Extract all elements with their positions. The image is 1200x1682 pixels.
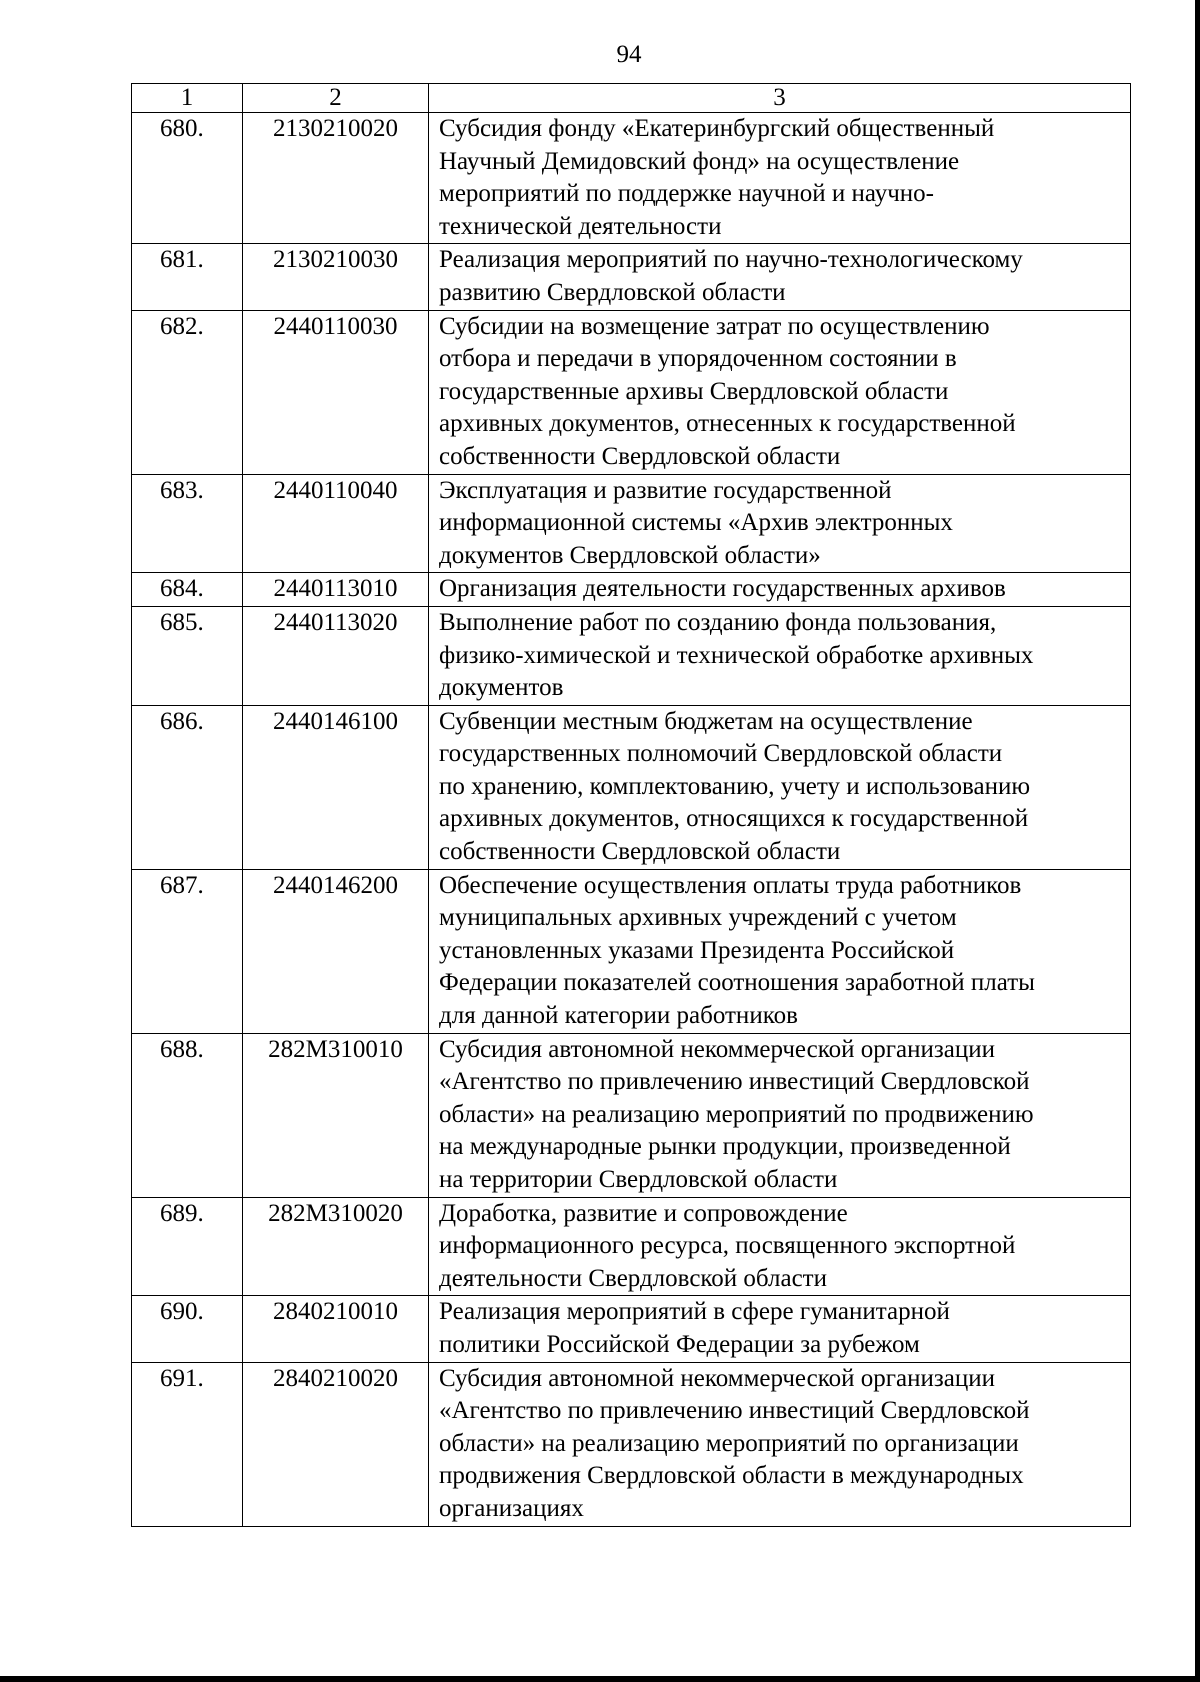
row-description bbox=[429, 573, 1131, 607]
description-line: Субсидия автономной некоммерческой организации bbox=[439, 1364, 995, 1392]
row-description bbox=[429, 705, 1131, 869]
row-code: 2840210010 bbox=[243, 1296, 429, 1362]
description-line: государственные архивы Свердловской области bbox=[439, 377, 949, 405]
description-line: отбора и передачи в упорядоченном состоянии в bbox=[439, 345, 957, 373]
description-line: на территории Свердловской области bbox=[439, 1166, 838, 1193]
description-line: продвижения Свердловской области в международных bbox=[439, 1462, 1024, 1490]
row-description bbox=[429, 1296, 1131, 1362]
row-code: 2840210020 bbox=[243, 1362, 429, 1526]
table-row bbox=[132, 244, 1131, 310]
row-number: 684. bbox=[132, 573, 243, 607]
description-line: по хранению, комплектованию, учету и использованию bbox=[439, 772, 1031, 800]
table-row bbox=[132, 310, 1131, 474]
header-col-1: 1 bbox=[132, 84, 243, 113]
description-line: «Агентство по привлечению инвестиций Свердловской bbox=[439, 1068, 1030, 1096]
row-number: 683. bbox=[132, 474, 243, 573]
table-row bbox=[132, 474, 1131, 573]
description-line: Выполнение работ по созданию фонда пользования, bbox=[439, 608, 997, 636]
description-line: физико-химической и технической обработке архивных bbox=[439, 641, 1034, 669]
table-row bbox=[132, 1033, 1131, 1197]
description-line: Субсидии на возмещение затрат по осуществлению bbox=[439, 312, 990, 340]
page-border-right bbox=[1195, 0, 1200, 1682]
description-line: Реализация мероприятий в сфере гуманитарной bbox=[439, 1298, 950, 1326]
description-line: Реализация мероприятий по научно-технологическому bbox=[439, 246, 1023, 274]
row-number: 690. bbox=[132, 1296, 243, 1362]
row-code: 2130210030 bbox=[243, 244, 429, 310]
description-line: деятельности Свердловской области bbox=[439, 1264, 827, 1292]
row-number: 682. bbox=[132, 310, 243, 474]
description-line: информационного ресурса, посвященного экспортной bbox=[439, 1232, 1016, 1260]
table-body bbox=[132, 113, 1131, 1527]
description-line: мероприятий по поддержке научной и научно- bbox=[439, 180, 934, 208]
description-line: политики Российской Федерации за рубежом bbox=[439, 1330, 920, 1358]
description-line: Субсидия фонду «Екатеринбургский общественный bbox=[439, 115, 995, 142]
description-line: Доработка, развитие и сопровождение bbox=[439, 1199, 848, 1227]
row-number: 686. bbox=[132, 705, 243, 869]
row-description bbox=[429, 474, 1131, 573]
row-description bbox=[429, 1197, 1131, 1296]
row-number: 681. bbox=[132, 244, 243, 310]
row-description bbox=[429, 113, 1131, 244]
description-line: Субсидия автономной некоммерческой организации bbox=[439, 1035, 995, 1063]
description-line: развитию Свердловской области bbox=[439, 278, 786, 306]
description-line: государственных полномочий Свердловской области bbox=[439, 740, 1003, 768]
description-line: области» на реализацию мероприятий по продвижению bbox=[439, 1100, 1034, 1128]
page-border-bottom bbox=[0, 1676, 1200, 1682]
description-line: «Агентство по привлечению инвестиций Свердловской bbox=[439, 1397, 1030, 1425]
row-description bbox=[429, 1033, 1131, 1197]
row-code: 2440113010 bbox=[243, 573, 429, 607]
table-row bbox=[132, 1362, 1131, 1526]
row-number: 691. bbox=[132, 1362, 243, 1526]
row-code: 2440113020 bbox=[243, 606, 429, 705]
row-code: 2440110030 bbox=[243, 310, 429, 474]
description-line: муниципальных архивных учреждений с учетом bbox=[439, 904, 957, 932]
description-line: технической деятельности bbox=[439, 212, 722, 240]
row-description bbox=[429, 1362, 1131, 1526]
table-row bbox=[132, 606, 1131, 705]
row-code: 2130210020 bbox=[243, 113, 429, 244]
description-line: собственности Свердловской области bbox=[439, 838, 841, 866]
description-line: организациях bbox=[439, 1494, 584, 1522]
description-line: на международные рынки продукции, произведенной bbox=[439, 1133, 1011, 1161]
row-number: 685. bbox=[132, 606, 243, 705]
row-description bbox=[429, 869, 1131, 1033]
table-header-row bbox=[132, 84, 1131, 113]
table-row bbox=[132, 1197, 1131, 1296]
description-line: архивных документов, отнесенных к государственной bbox=[439, 410, 1016, 438]
row-code: 2440146200 bbox=[243, 869, 429, 1033]
row-description bbox=[429, 244, 1131, 310]
description-line: информационной системы «Архив электронных bbox=[439, 509, 953, 537]
description-line: документов Свердловской области» bbox=[439, 541, 821, 569]
row-code: 2440110040 bbox=[243, 474, 429, 573]
description-line: Субвенции местным бюджетам на осуществление bbox=[439, 707, 973, 735]
description-line: Обеспечение осуществления оплаты труда работников bbox=[439, 871, 1022, 899]
row-description bbox=[429, 310, 1131, 474]
row-number: 688. bbox=[132, 1033, 243, 1197]
description-line: для данной категории работников bbox=[439, 1002, 798, 1030]
page-number: 94 bbox=[616, 41, 642, 68]
table-row bbox=[132, 113, 1131, 244]
row-number: 687. bbox=[132, 869, 243, 1033]
table-row bbox=[132, 1296, 1131, 1362]
description-line: собственности Свердловской области bbox=[439, 442, 841, 470]
description-line: Эксплуатация и развитие государственной bbox=[439, 476, 892, 504]
table-row bbox=[132, 573, 1131, 607]
table-row bbox=[132, 705, 1131, 869]
row-number: 680. bbox=[132, 113, 243, 244]
description-line: архивных документов, относящихся к государственной bbox=[439, 805, 1029, 833]
description-line: области» на реализацию мероприятий по организации bbox=[439, 1429, 1019, 1457]
description-line: Научный Демидовский фонд» на осуществление bbox=[439, 147, 960, 175]
row-number: 689. bbox=[132, 1197, 243, 1296]
row-code: 282M310010 bbox=[243, 1033, 429, 1197]
header-col-3: 3 bbox=[429, 84, 1131, 113]
budget-codes-table bbox=[131, 83, 1131, 1527]
row-code: 2440146100 bbox=[243, 705, 429, 869]
description-line: документов bbox=[439, 674, 564, 702]
header-col-2: 2 bbox=[243, 84, 429, 113]
description-line: установленных указами Президента Российской bbox=[439, 936, 955, 964]
description-line: Организация деятельности государственных архивов bbox=[439, 575, 1006, 603]
table-row bbox=[132, 869, 1131, 1033]
row-description bbox=[429, 606, 1131, 705]
row-code: 282M310020 bbox=[243, 1197, 429, 1296]
description-line: Федерации показателей соотношения заработной платы bbox=[439, 969, 1035, 997]
